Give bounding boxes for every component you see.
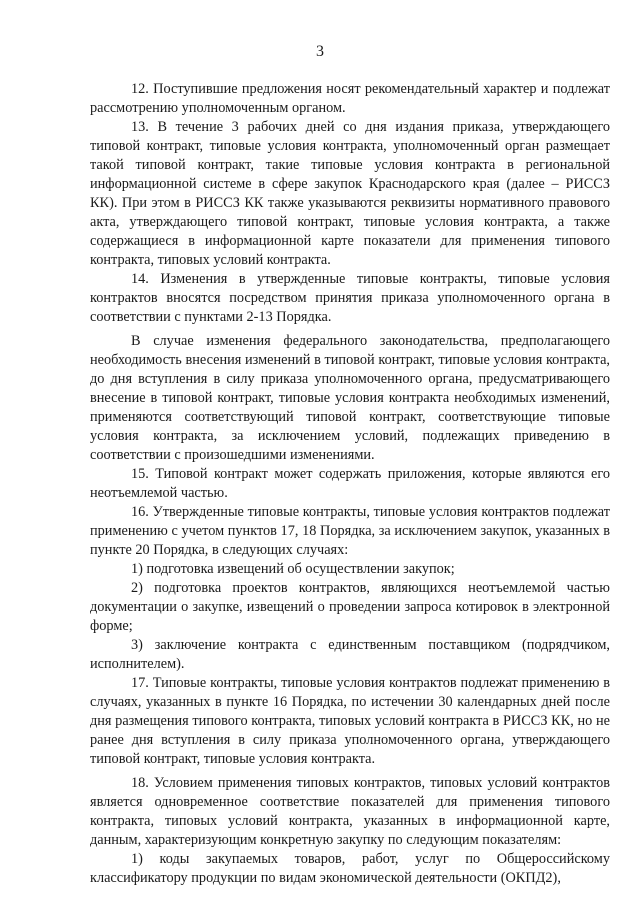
paragraph-17: 17. Типовые контракты, типовые условия контрактов подлежат применению в случаях, указанных в пункте 16 Порядка, по истечении 30 календарных дней после дня размещения типового контракта, типовых условий контракта в РИССЗ КК, но не ранее дня вступления в силу приказа уполномоченного органа, утверждающего типовой контракт, типовые условия контракта. — [90, 675, 610, 767]
paragraph-18: 18. Условием применения типовых контрактов, типовых условий контрактов является одновременное соответствие показателей для применения типового контракта, типовых условий контракта, указанных в информационной карте, данным, характеризующим конкретную закупку по следующим показателям: — [90, 775, 610, 848]
paragraph-13: 13. В течение 3 рабочих дней со дня издания приказа, утверждающего типовой контракт, типовые условия контракта, уполномоченный орган размещает такой типовой контракт, такие типовые условия контракта в региональной информационной системе в сфере закупок Краснодарского края (далее – РИССЗ КК). При этом в РИССЗ КК также указываются реквизиты нормативного правового акта, утверждающего типовой контракт, типовые условия контракта, а также содержащиеся в информационной карте показатели для применения типового контракта, типовых условий контракта. — [90, 119, 610, 268]
paragraph-15: 15. Типовой контракт может содержать приложения, которые являются его неотъемлемой частью. — [90, 466, 610, 501]
paragraph-16-item-3: 3) заключение контракта с единственным поставщиком (подрядчиком, исполнителем). — [90, 637, 610, 672]
paragraph-14: 14. Изменения в утвержденные типовые контракты, типовые условия контрактов вносятся посредством принятия приказа уполномоченного органа в соответствии с пунктами 2-13 Порядка. — [90, 271, 610, 325]
page-number: 3 — [316, 43, 324, 60]
paragraph-18-item-1: 1) коды закупаемых товаров, работ, услуг по Общероссийскому классификатору продукции по видам экономической деятельности (ОКПД2), — [90, 851, 610, 886]
paragraph-12: 12. Поступившие предложения носят рекомендательный характер и подлежат рассмотрению уполномоченным органом. — [90, 81, 610, 116]
paragraph-14-continuation: В случае изменения федерального законодательства, предполагающего необходимость внесения изменений в типовой контракт, типовые условия контракта, до дня вступления в силу приказа уполномоченного органа, предусматривающего внесение в типовой контракт, типовые условия контракта необходимых изменений, применяются соответствующий типовой контракт, соответствующие типовые условия контракта, за исключением условий, подлежащих приведению в соответствии с произошедшими изменениями. — [90, 333, 610, 463]
paragraph-16-item-1: 1) подготовка извещений об осуществлении закупок; — [131, 561, 455, 577]
paragraph-16: 16. Утвержденные типовые контракты, типовые условия контрактов подлежат применению с учетом пунктов 17, 18 Порядка, за исключением закупок, указанных в пункте 20 Порядка, в следующих случаях: — [90, 504, 610, 558]
paragraph-16-item-2: 2) подготовка проектов контрактов, являющихся неотъемлемой частью документации о закупке, извещений о проведении запроса котировок в электронной форме; — [90, 580, 610, 634]
document-body — [90, 80, 610, 888]
